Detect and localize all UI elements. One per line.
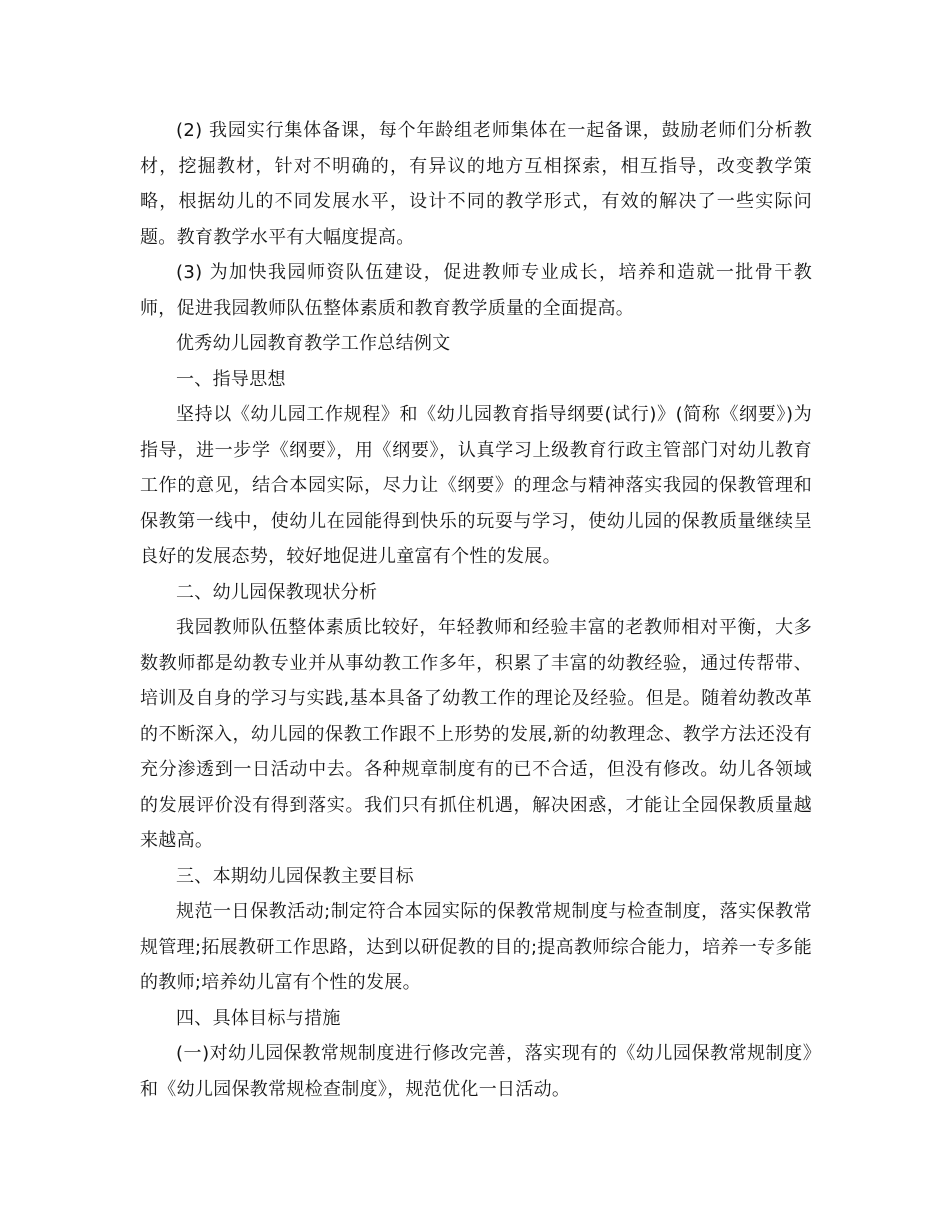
- paragraph-collective-lesson-prep: (2) 我园实行集体备课，每个年龄组老师集体在一起备课，鼓励老师们分析教材，挖掘教材，针对不明确的，有异议的地方互相探索，相互指导，改变教学策略，根据幼儿的不同发展水平，设计不同的教学形式，有效的解决了一些实际问题。教育教学水平有大幅度提高。: [140, 120, 812, 248]
- paragraph-main-goals: 规范一日保教活动;制定符合本园实际的保教常规制度与检查制度，落实保教常规管理;拓展教研工作思路，达到以研促教的目的;提高教师综合能力，培养一专多能的教师;培养幼儿富有个性的发展。: [140, 901, 812, 993]
- paragraph-teacher-team-building: (3) 为加快我园师资队伍建设，促进教师专业成长，培养和造就一批骨干教师，促进我园教师队伍整体素质和教育教学质量的全面提高。: [140, 262, 812, 319]
- section-heading-guiding-ideology: 一、指导思想: [176, 368, 286, 390]
- section-heading-main-goals: 三、本期幼儿园保教主要目标: [176, 865, 414, 887]
- section-heading-status-analysis: 二、幼儿园保教现状分析: [176, 581, 378, 603]
- paragraph-guiding-ideology: 坚持以《幼儿园工作规程》和《幼儿园教育指导纲要(试行)》(简称《纲要》)为指导，进一步学《纲要》，用《纲要》，认真学习上级教育行政主管部门对幼儿教育工作的意见，结合本园实际，尽力让《纲要》的理念与精神落实我园的保教管理和保教第一线中，使幼儿在园能得到快乐的玩耍与学习，使幼儿园的保教质量继续呈良好的发展态势，较好地促进儿童富有个性的发展。: [140, 404, 812, 567]
- section-heading-targets-measures: 四、具体目标与措施: [176, 1007, 341, 1029]
- document-title: 优秀幼儿园教育教学工作总结例文: [176, 333, 451, 354]
- paragraph-targets-measures: (一)对幼儿园保教常规制度进行修改完善，落实现有的《幼儿园保教常规制度》和《幼儿园保教常规检查制度》，规范优化一日活动。: [140, 1043, 812, 1100]
- paragraph-status-analysis: 我园教师队伍整体素质比较好，年轻教师和经验丰富的老教师相对平衡，大多数教师都是幼教专业并从事幼教工作多年，积累了丰富的幼教经验，通过传帮带、培训及自身的学习与实践,基本具备了幼教工作的理论及经验。但是。随着幼教改革的不断深入，幼儿园的保教工作跟不上形势的发展,新的幼教理念、教学方法还没有充分渗透到一日活动中去。各种规章制度有的已不合适，但没有修改。幼儿各领域的发展评价没有得到落实。我们只有抓住机遇，解决困惑，才能让全园保教质量越来越高。: [140, 617, 812, 851]
- document-body: [140, 113, 812, 1107]
